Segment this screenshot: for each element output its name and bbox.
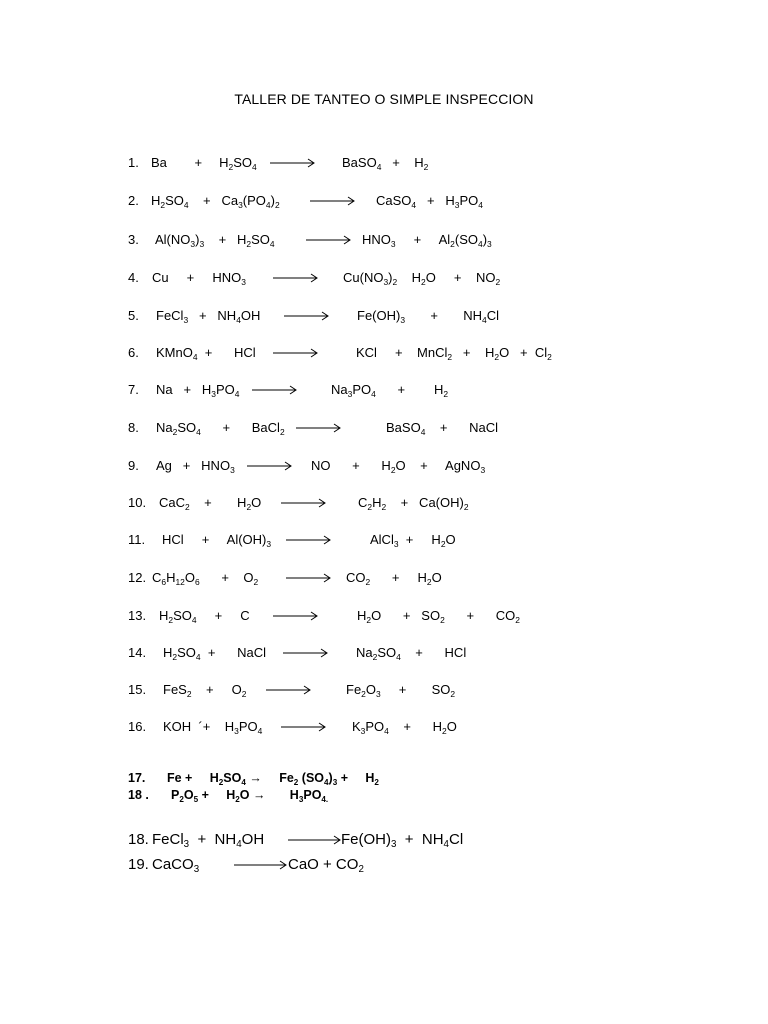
equation-number: 16. bbox=[128, 719, 147, 734]
equation-8 bbox=[128, 419, 498, 437]
equation-number: 12. bbox=[128, 570, 147, 585]
equation-2 bbox=[128, 192, 483, 210]
reactants: Cu + $HNO_3$ bbox=[152, 270, 246, 287]
reactants: HCl + $Al(OH)_3$ bbox=[162, 532, 272, 549]
equation-12 bbox=[128, 569, 442, 587]
products: KCl + MnCl$_2$ + $H_2O + Cl_2$ bbox=[356, 345, 552, 362]
equation-1 bbox=[128, 154, 429, 172]
reactants: $H_2SO_4$ + NaCl bbox=[163, 645, 266, 662]
equation-number: 5. bbox=[128, 308, 139, 323]
reaction-arrow-icon bbox=[310, 196, 356, 206]
equation-number: 15. bbox=[128, 682, 147, 697]
reaction-arrow-icon bbox=[286, 573, 332, 583]
equation-16 bbox=[128, 718, 457, 736]
equation-number: 14. bbox=[128, 645, 147, 660]
reactants: CaC$_2$ + $H_2O$ bbox=[159, 495, 262, 512]
equation-number: 11. bbox=[128, 532, 146, 547]
equation-number: 13. bbox=[128, 608, 147, 623]
equation-4 bbox=[128, 269, 501, 287]
products: $H_2O$ + $SO_2$ + $CO_2$ bbox=[357, 608, 520, 625]
reaction-arrow-icon bbox=[266, 685, 312, 695]
products: $CO_2$ + $H_2O$ bbox=[346, 570, 442, 587]
equation-17 bbox=[128, 769, 379, 787]
reaction-arrow-icon bbox=[296, 423, 342, 433]
equation-number: 17. bbox=[128, 771, 146, 785]
products: CaO + $CO_2$ bbox=[288, 856, 364, 875]
reaction-arrow-icon bbox=[247, 461, 293, 471]
reaction-arrow-icon bbox=[288, 835, 342, 845]
reactants: $H_2SO_4$ + $Ca_3(PO_4)_2$ bbox=[151, 193, 280, 210]
reactants: FeS$_2$ + $O_2$ bbox=[163, 682, 247, 699]
reaction-arrow-icon bbox=[306, 235, 352, 245]
reactants: $Ag + HNO_3$ bbox=[156, 458, 235, 475]
reaction-arrow-icon bbox=[252, 385, 298, 395]
products: CaSO$_4$ + $H_3PO_4$ bbox=[376, 193, 483, 210]
equation-9 bbox=[128, 457, 486, 475]
equation-number: 4. bbox=[128, 270, 139, 285]
reaction-arrow-icon bbox=[281, 722, 327, 732]
reaction-arrow-icon bbox=[283, 648, 329, 658]
page-title: TALLER DE TANTEO O SIMPLE INSPECCION bbox=[234, 91, 534, 107]
reactants: FeCl$_3$ + $NH_4OH$ bbox=[152, 831, 265, 850]
equation-7 bbox=[128, 381, 449, 399]
products: $Na_2SO_4$ + HCl bbox=[356, 645, 467, 662]
equation-number: 18 . bbox=[128, 788, 149, 802]
reaction-arrow-icon bbox=[281, 498, 327, 508]
equation-number: 1. bbox=[128, 155, 139, 170]
reaction-arrow-icon bbox=[284, 311, 330, 321]
reactants: $H_2SO_4$ + C bbox=[159, 608, 250, 625]
products: NO + $H_2O$ + AgNO$_3$ bbox=[311, 458, 486, 475]
reactants: FeCl$_3$ + $NH_4OH$ bbox=[156, 308, 261, 325]
reaction-arrow-icon bbox=[234, 860, 288, 870]
reaction-arrow-icon bbox=[273, 348, 319, 358]
products: BaSO$_4$ + NaCl bbox=[386, 420, 498, 437]
products: $Na_3PO_4$ + $H_2$ bbox=[331, 382, 449, 399]
equation-13 bbox=[128, 607, 520, 625]
equation-10 bbox=[128, 494, 469, 512]
products: $Cu(NO_3)_2$ $H_2O$ + $NO_2$ bbox=[343, 270, 501, 287]
equation-14 bbox=[128, 644, 467, 662]
equation-11 bbox=[128, 531, 456, 549]
reactants: $Na + H_3PO_4$ bbox=[156, 382, 240, 399]
reaction-arrow-icon bbox=[286, 535, 332, 545]
equation-19 bbox=[128, 855, 364, 875]
equation-number: 3. bbox=[128, 232, 139, 247]
reactants: $Na_2SO_4$ + BaCl$_2$ bbox=[156, 420, 285, 437]
reactants: $C_6H_{12}O_6$ + $O_2$ bbox=[152, 570, 259, 587]
equation-number: 8. bbox=[128, 420, 139, 435]
equation-5 bbox=[128, 307, 499, 325]
reaction-arrow-icon bbox=[273, 611, 319, 621]
equation-number: 6. bbox=[128, 345, 139, 360]
products: $C_2H_2$ + $Ca(OH)_2$ bbox=[358, 495, 469, 512]
equation-6 bbox=[128, 344, 552, 362]
products: BaSO$_4$ + $H_2$ bbox=[342, 155, 429, 172]
equation-body: $P_2O_5$ + $H_2O$ → $H_3PO_{4.}$ bbox=[171, 788, 329, 804]
reactants: $Al(NO_3)_3$ + $H_2SO_4$ bbox=[155, 232, 275, 249]
reactants: KMnO$_4$ + HCl bbox=[156, 345, 256, 362]
equation-number: 10. bbox=[128, 495, 147, 510]
equation-number: 2. bbox=[128, 193, 139, 208]
products: $Fe_2O_3$ + $SO_2$ bbox=[346, 682, 456, 699]
reaction-arrow-icon bbox=[273, 273, 319, 283]
equation-number: 18. bbox=[128, 831, 149, 848]
products: $Fe(OH)_3$ + $NH_4Cl$ bbox=[357, 308, 499, 325]
reactants: $Ba + H_2SO_4$ bbox=[151, 155, 257, 172]
equation-number: 19. bbox=[128, 856, 149, 873]
products: AlCl$_3$ + $H_2O$ bbox=[370, 532, 456, 549]
equation-number: 7. bbox=[128, 382, 139, 397]
reactants: KOH ´+ $H_3PO_4$ bbox=[163, 719, 263, 736]
products: $K_3PO_4$ + $H_2O$ bbox=[352, 719, 457, 736]
equation-body: Fe + $H_2SO_4$ → $Fe_2$ $(SO_4)_3$ + $H_2$ bbox=[167, 771, 379, 787]
equation-18-bold bbox=[128, 786, 329, 804]
products: $Fe(OH)_3 + NH_4Cl$ bbox=[341, 831, 464, 850]
equation-15 bbox=[128, 681, 456, 699]
reactants: CaCO$_3$ bbox=[152, 856, 200, 875]
equation-3 bbox=[128, 231, 492, 249]
equation-18 bbox=[128, 830, 464, 850]
products: $HNO_3$ + $Al_2(SO_4)_3$ bbox=[362, 232, 492, 249]
equation-number: 9. bbox=[128, 458, 139, 473]
reaction-arrow-icon bbox=[270, 158, 316, 168]
